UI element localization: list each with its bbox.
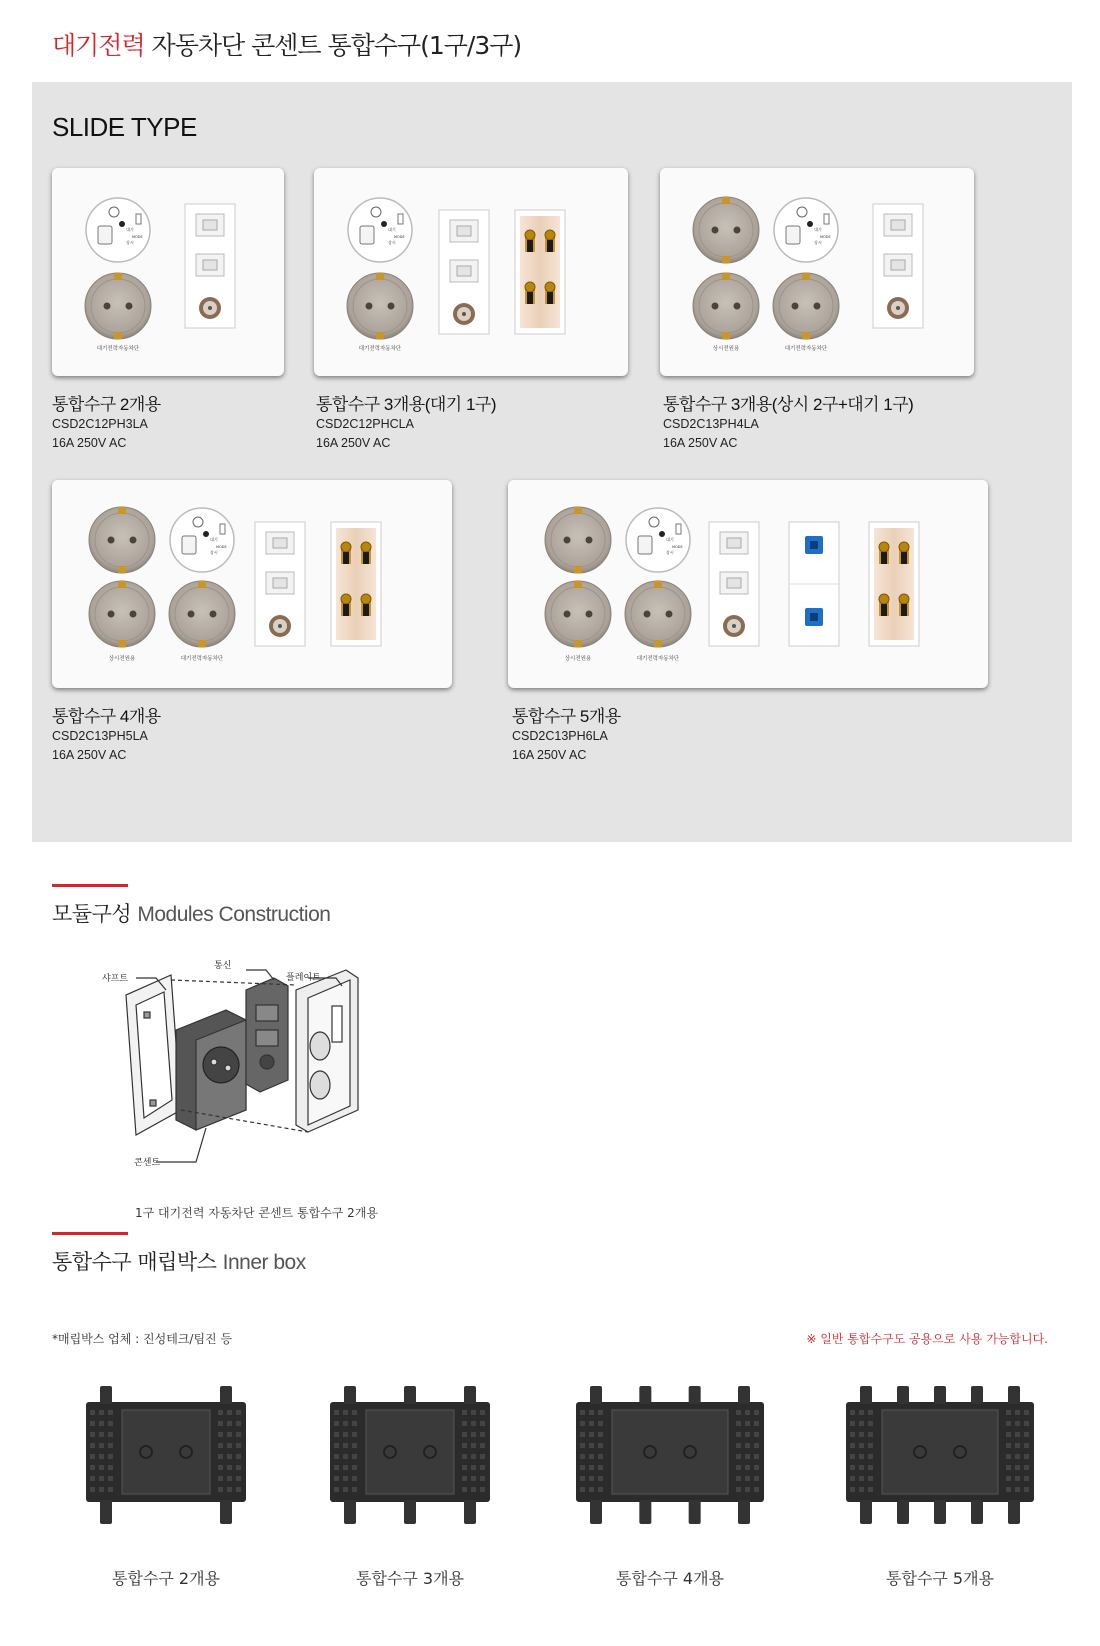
modules-section-title bbox=[52, 898, 330, 928]
always-label: 상시 bbox=[126, 240, 134, 245]
schuko-socket bbox=[693, 197, 759, 263]
schuko-socket bbox=[545, 507, 611, 573]
inner-box-label: 통합수구 5개용 bbox=[885, 1569, 994, 1588]
standby-label: 대기 bbox=[388, 227, 396, 232]
standby-switch-module bbox=[86, 198, 150, 262]
socket-caption: 대기전력자동차단 bbox=[636, 656, 680, 662]
inner-box-label: 통합수구 2개용 bbox=[111, 1569, 220, 1588]
modules-exploded-diagram bbox=[96, 950, 386, 1190]
product-plate-2 bbox=[314, 168, 628, 376]
page-title bbox=[52, 26, 521, 62]
innerbox-note-left: *매립박스 업체 : 진성테크/팀진 등 bbox=[52, 1332, 233, 1346]
product-rating: 16A 250V AC bbox=[52, 748, 127, 762]
product-caption-1 bbox=[52, 390, 161, 453]
product-rating: 16A 250V AC bbox=[52, 436, 127, 450]
product-name: 통합수구 2개용 bbox=[52, 395, 161, 414]
inner-box-3 bbox=[324, 1380, 496, 1530]
product-name: 통합수구 3개용(상시 2구+대기 1구) bbox=[663, 395, 914, 414]
socket-caption: 대기전력자동차단 bbox=[784, 346, 828, 352]
speaker-terminal-module bbox=[515, 210, 565, 334]
standby-switch-module bbox=[170, 508, 234, 572]
comm-label: 통신 bbox=[214, 961, 232, 971]
product-caption-5 bbox=[512, 702, 621, 765]
schuko-socket bbox=[85, 273, 151, 339]
product-rating: 16A 250V AC bbox=[316, 436, 391, 450]
page-title-accent: 대기전력 bbox=[52, 31, 145, 60]
product-plate-1 bbox=[52, 168, 284, 376]
product-plate-3 bbox=[660, 168, 974, 376]
innerbox-note-right: ※ 일반 통합수구도 공용으로 사용 가능합니다. bbox=[806, 1332, 1048, 1346]
mode-label: MODE bbox=[820, 235, 831, 239]
socket-caption: 대기전력자동차단 bbox=[96, 346, 140, 352]
product-caption-2 bbox=[316, 390, 496, 453]
innerbox-title-en: Inner box bbox=[222, 1251, 306, 1274]
lan-tv-module bbox=[709, 522, 759, 646]
lan-tv-module bbox=[873, 204, 923, 328]
product-code: CSD2C12PHCLA bbox=[316, 417, 414, 431]
inner-box-label: 통합수구 4개용 bbox=[615, 1569, 724, 1588]
innerbox-section-title bbox=[52, 1246, 306, 1276]
socket-caption: 상시전원용 bbox=[108, 656, 136, 662]
product-code: CSD2C13PH6LA bbox=[512, 729, 608, 743]
schuko-socket bbox=[773, 273, 839, 339]
inner-box-2 bbox=[80, 1380, 252, 1530]
product-rating: 16A 250V AC bbox=[512, 748, 587, 762]
schuko-socket bbox=[169, 581, 235, 647]
speaker-terminal-module bbox=[331, 522, 381, 646]
always-label: 상시 bbox=[666, 550, 674, 555]
mode-label: MODE bbox=[216, 545, 227, 549]
product-code: CSD2C13PH5LA bbox=[52, 729, 148, 743]
always-label: 상시 bbox=[814, 240, 822, 245]
product-code: CSD2C13PH4LA bbox=[663, 417, 759, 431]
mode-label: MODE bbox=[132, 235, 143, 239]
product-name: 통합수구 5개용 bbox=[512, 707, 621, 726]
inner-box-label: 통합수구 3개용 bbox=[355, 1569, 464, 1588]
schuko-socket bbox=[545, 581, 611, 647]
modules-title-en: Modules Construction bbox=[137, 903, 331, 926]
standby-label: 대기 bbox=[210, 537, 218, 542]
speaker-terminal-module bbox=[869, 522, 919, 646]
schuko-socket bbox=[89, 581, 155, 647]
product-plate-4 bbox=[52, 480, 452, 688]
product-name: 통합수구 3개용(대기 1구) bbox=[316, 395, 496, 414]
schuko-socket bbox=[625, 581, 691, 647]
page-title-rest: 자동차단 콘센트 통합수구(1구/3구) bbox=[144, 31, 522, 60]
slide-type-panel bbox=[32, 82, 1072, 842]
schuko-socket bbox=[693, 273, 759, 339]
outlet-label: 콘센트 bbox=[134, 1158, 161, 1168]
socket-caption: 대기전력자동차단 bbox=[180, 656, 224, 662]
inner-box-5 bbox=[840, 1380, 1040, 1530]
lan-tv-module bbox=[439, 210, 489, 334]
standby-switch-module bbox=[348, 198, 412, 262]
product-caption-4 bbox=[52, 702, 161, 765]
standby-label: 대기 bbox=[666, 537, 674, 542]
always-label: 상시 bbox=[210, 550, 218, 555]
innerbox-title-ko: 통합수구 매립박스 bbox=[52, 1250, 217, 1274]
standby-switch-module bbox=[774, 198, 838, 262]
modules-caption: 1구 대기전력 자동차단 콘센트 통합수구 2개용 bbox=[135, 1206, 378, 1220]
standby-switch-module bbox=[626, 508, 690, 572]
socket-caption: 상시전원용 bbox=[712, 346, 740, 352]
product-code: CSD2C12PH3LA bbox=[52, 417, 148, 431]
socket-caption: 대기전력자동차단 bbox=[358, 346, 402, 352]
lan-tv-module bbox=[255, 522, 305, 646]
innerbox-section-bar bbox=[52, 1232, 128, 1235]
modules-section-bar bbox=[52, 884, 128, 887]
socket-caption: 상시전원용 bbox=[564, 656, 592, 662]
shaft-label: 샤프트 bbox=[102, 974, 129, 984]
schuko-socket bbox=[347, 273, 413, 339]
modules-title-ko: 모듈구성 bbox=[52, 902, 132, 926]
schuko-socket bbox=[89, 507, 155, 573]
plate-label: 플레이트 bbox=[286, 973, 321, 983]
standby-label: 대기 bbox=[126, 227, 134, 232]
product-plate-5 bbox=[508, 480, 988, 688]
standby-label: 대기 bbox=[814, 227, 822, 232]
mode-label: MODE bbox=[394, 235, 405, 239]
product-name: 통합수구 4개용 bbox=[52, 707, 161, 726]
fiber-comm-module bbox=[789, 522, 839, 646]
always-label: 상시 bbox=[388, 240, 396, 245]
mode-label: MODE bbox=[672, 545, 683, 549]
product-rating: 16A 250V AC bbox=[663, 436, 738, 450]
lan-tv-module bbox=[185, 204, 235, 328]
product-caption-3 bbox=[663, 390, 913, 453]
inner-box-4 bbox=[570, 1380, 770, 1530]
slide-type-heading: SLIDE TYPE bbox=[52, 112, 197, 142]
